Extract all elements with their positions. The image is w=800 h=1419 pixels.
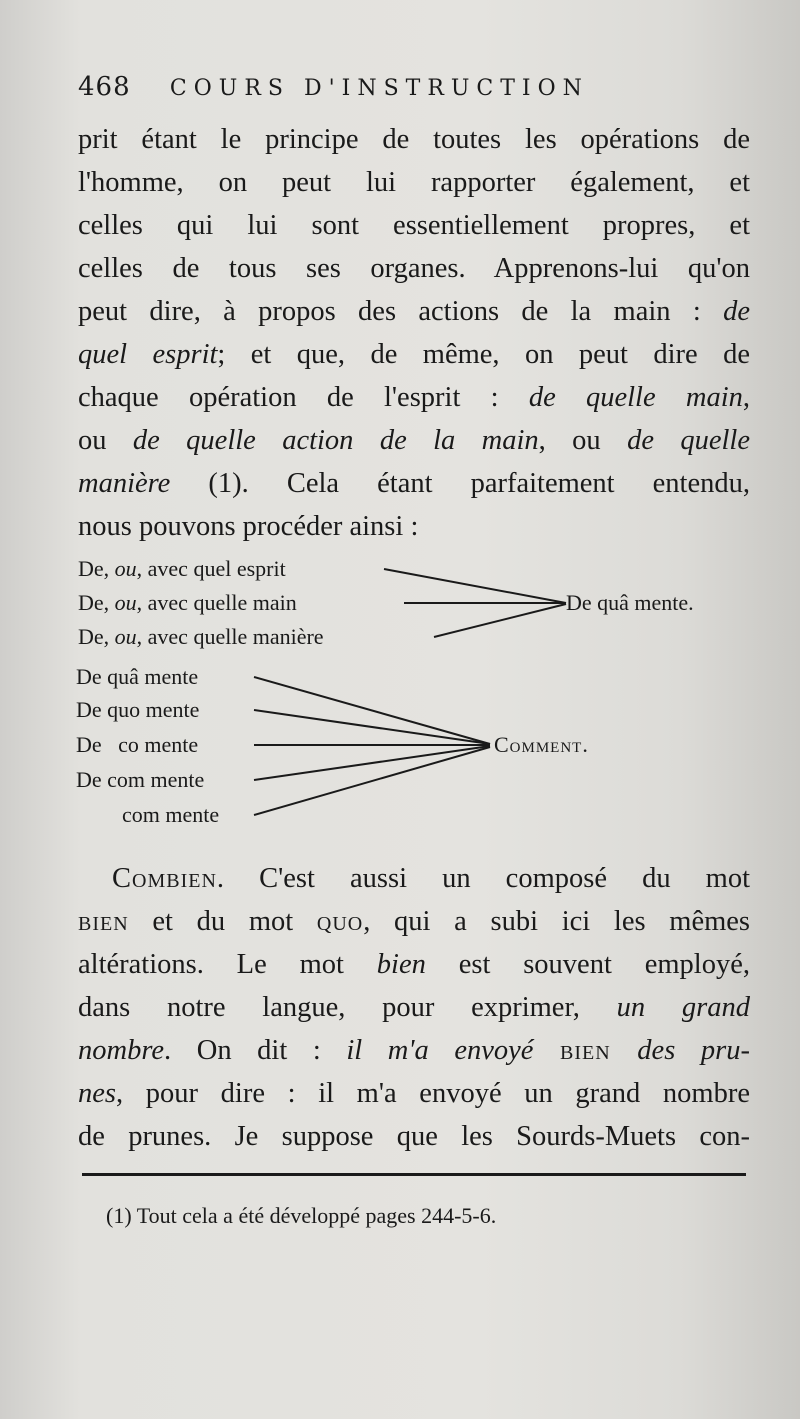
running-title: COURS D'INSTRUCTION [169, 76, 589, 101]
connector-line [384, 569, 566, 603]
text-line: peut dire, à propos des actions de la main : de [78, 296, 750, 327]
text-line: nombre. On dit : il m'a envoyé bien des pru- [78, 1035, 750, 1066]
diagram1-row: De, ou, avec quel esprit [78, 556, 286, 581]
text-line: nes, pour dire : il m'a envoyé un grand nombre [78, 1078, 750, 1109]
text-line: bien et du mot quo, qui a subi ici les mêmes [78, 906, 751, 937]
text-line: dans notre langue, pour exprimer, un grand [78, 992, 750, 1023]
diagram1-row: De, ou, avec quelle main [78, 590, 297, 615]
text-line: prit étant le principe de toutes les opérations de [78, 124, 750, 155]
text-line: nous pouvons procéder ainsi : [78, 511, 419, 542]
diagram2-row: De co mente [76, 732, 199, 757]
diagram2-result: Comment. [494, 732, 589, 757]
connector-line [254, 747, 490, 815]
diagram2-row: De com mente [76, 767, 205, 792]
text-line: manière (1). Cela étant parfaitement entendu, [78, 468, 750, 499]
page-number: 468 [78, 72, 131, 102]
text-line: chaque opération de l'esprit : de quelle main, [78, 382, 750, 413]
text-line: celles de tous ses organes. Apprenons-lui qu'on [78, 253, 750, 284]
text-line: altérations. Le mot bien est souvent employé, [78, 949, 750, 980]
footnote: (1) Tout cela a été développé pages 244-5-6. [106, 1203, 497, 1228]
diagram2-row: com mente [122, 802, 220, 827]
text-line: Combien. C'est aussi un composé du mot [112, 863, 750, 894]
connector-line [254, 710, 490, 744]
connector-line [434, 604, 566, 637]
paragraph-2 [78, 857, 750, 1158]
footnote-rule [82, 1173, 746, 1176]
connector-line [254, 746, 490, 780]
diagram1-result: De quâ mente. [566, 590, 694, 615]
text-line: celles qui lui sont essentiellement propres, et [78, 210, 750, 241]
text-line: ou de quelle action de la main, ou de quelle [78, 425, 751, 456]
connector-line [254, 677, 490, 744]
text-line: quel esprit; et que, de même, on peut dire de [78, 339, 750, 370]
text-line: de prunes. Je suppose que les Sourds-Muets con- [78, 1121, 750, 1152]
diagram1-row: De, ou, avec quelle manière [78, 624, 324, 649]
text-line: l'homme, on peut lui rapporter également, et [78, 167, 750, 198]
diagram2-row: De quâ mente [76, 664, 199, 689]
diagram2-row: De quo mente [76, 697, 200, 722]
